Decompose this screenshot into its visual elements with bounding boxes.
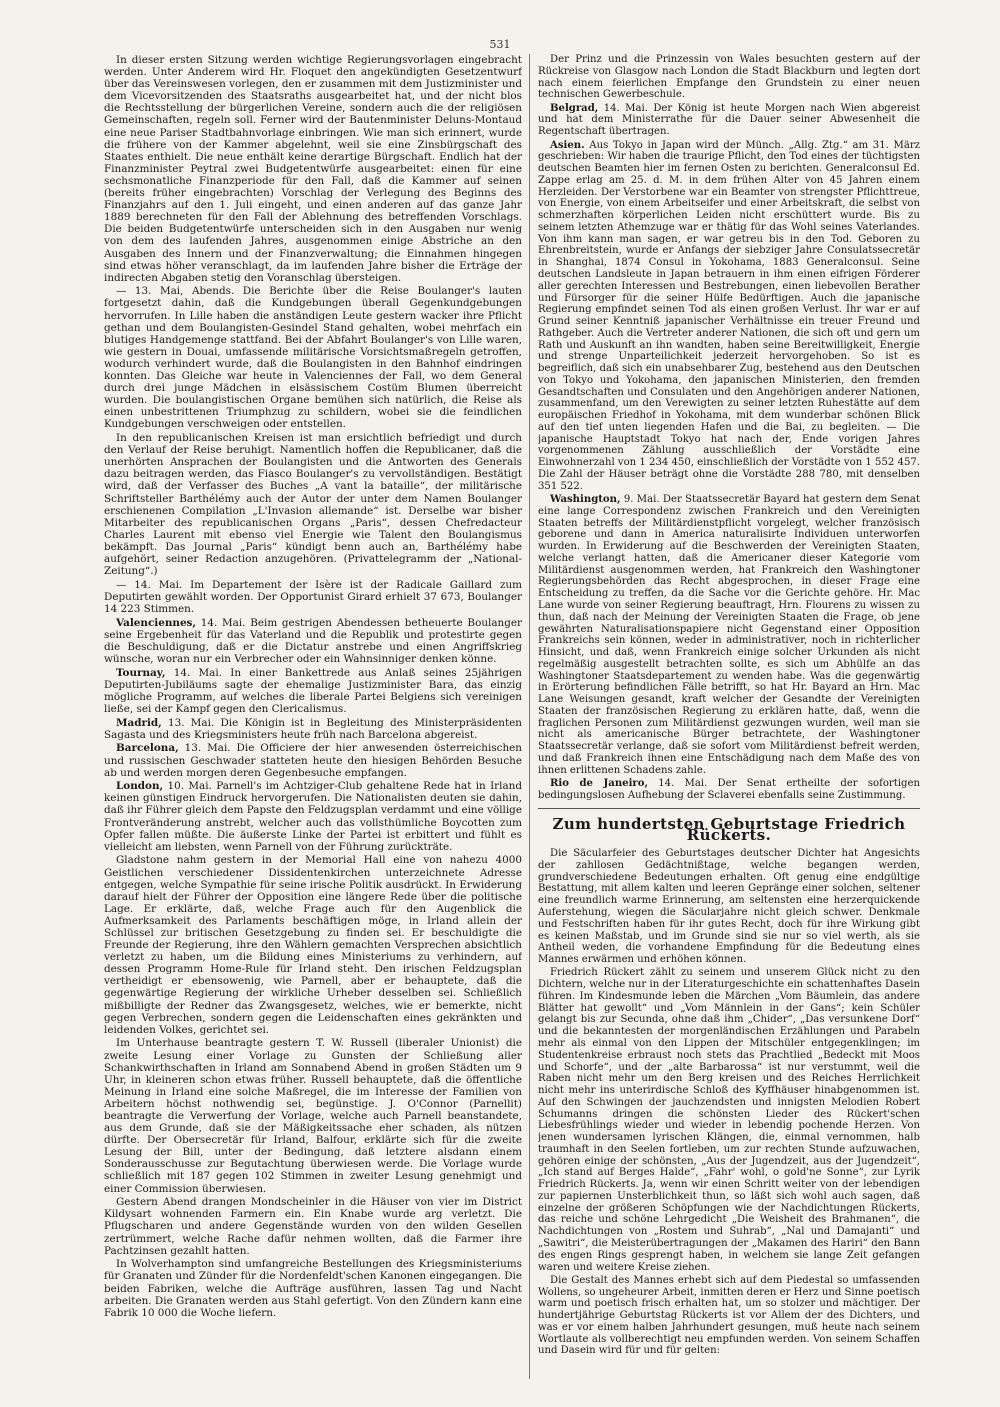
news-text: Im Unterhause beantragte gestern T. W. Russell (liberaler Unionist) die zweite Lesung einer Vorlage zu Gunsten der Schließung aller Schankwirthschaften in Irland am Sonnabend Abend in großen Städten um 9 Uhr, in kleineren schon etwas früher. Russell behauptete, daß die öffentliche Meinung in Irland eine solche Maßregel, die im Interesse der Familien von Arbeitern höchst nothwendig sei, begünstige. J. O'Connor (Parnellit) beantragte die Verwerfung der Vorlage, welche auch Parnell beanstandete, aus dem Grunde, daß sie der Mäßigkeitssache eher schaden, als nützen dürfte. Der Obersecretär für Irland, Balfour, erklärte sich für die zweite Lesung der Bill, unter der Bedingung, daß letztere alsdann einem Sonderausschusse zur Begutachtung überwiesen werde. Die Vorlage wurde schließlich mit 187 gegen 102 Stimmen in zweiter Lesung genehmigt und einer Commission überwiesen. <box>104 1037 522 1195</box>
dateline: Washington, <box>550 494 621 506</box>
dateline: Tournay, <box>116 666 166 679</box>
news-text: — 13. Mai, Abends. Die Berichte über die Reise Boulanger's lauten fortgesetzt dahin, daß die Kundgebungen überall Gegenkundgebungen hervorrufen. In Lille haben die anständigen Leute gestern wacker ihre Pflicht gethan und dem Boulangisten-Gesindel Stand gehalten, wobei mehrfach ein blutiges Handgemenge stattfand. Bei der Abfahrt Boulanger's von Lille waren, wie gestern in Douai, umfassende militärische Vorsichtsmaßregeln getroffen, wodurch verhindert wurde, daß die Boulangisten in den Bahnhof eindringen konnten. Das Gleiche war heute in Valenciennes der Fall, wo dem General durch drei junge Mädchen in elsässischem Costüm Blumen überreicht wurden. Die boulangistischen Organe bemühen sich natürlich, die Reise als einen unbestrittenen Triumphzug zu schildern, wobei sie die feindlichen Kundgebungen verschweigen oder entstellen. <box>104 285 522 431</box>
column-divider <box>529 54 530 1379</box>
feuilleton-paragraph: Die Gestalt des Mannes erhebt sich auf dem Piedestal so umfassenden Wollens, so ungeheurer Arbeit, inmitten deren er Herz und Sinne poetisch warm und poetisch frisch erhalten hat, um so stolzer und mächtiger. Der hundertjährige Geburtstag Rückerts ist vor Allem der des Dichters, und was er vor einem halben Jahrhundert gesungen, muß heute nach seinem Wortlaute als vollberechtigt neu empfunden werden. Von seinem Schaffen und Dasein wird für und für gelten: <box>538 1274 920 1357</box>
news-text: Gladstone nahm gestern in der Memorial Hall eine von nahezu 4000 Geistlichen verschiedener Dissidentenkirchen unterzeichnete Adresse entgegen, welche Sympathie für seine irische Politik ausdrückt. In Erwiderung darauf hielt der Führer der Opposition eine längere Rede über die politische Lage. Er erklärte, daß, welche Frage auch für den Augenblick die Aufmerksamkeit des Parlaments beschäftigen möge, in Irland allein der Schlüssel zur britischen Gesetzgebung zu finden sei. Er beschuldigte die Freunde der Regierung, ihre den Wählern gemachten Versprechen absichtlich verletzt zu haben, um die Bildung eines Ministeriums zu verhindern, auf dessen Programm Home-Rule für Irland steht. Den irischen Feldzugsplan vertheidigt er ebensowenig, wie Parnell, aber er behauptete, daß die gegenwärtige Regierung der wirkliche Urheber desselben sei. Schließlich mißbilligte der Redner das Zwangsgesetz, welches, wie er bemerkte, nicht gegen Verbrechen, sondern gegen die Leidenschaften eines gekränkten und leidenden Volkes, gerichtet sei. <box>104 854 522 1036</box>
dateline: Belgrad, <box>550 102 599 114</box>
news-item <box>104 1196 522 1256</box>
news-text: Gestern Abend drangen Mondscheinler in die Häuser von vier im District Kildysart wohnenden Farmern ein. Ein Knabe wurde arg verletzt. Die Pflugscharen und andere Gegenstände wurden von den wilden Gesellen zertrümmert, welche Rache dafür nehmen wollten, daß die Farmer ihre Pachtzinsen gezahlt hatten. <box>104 1196 522 1257</box>
dateline: Barcelona, <box>116 742 179 755</box>
news-text: 10. Mai. Parnell's im Achtziger-Club gehaltene Rede hat in Irland keinen günstigen Eindruck hervorgerufen. Die Nationalisten deuten sie dahin, daß ihr Führer gleich dem Papste den Feldzugsplan verdammt und eine völlige Frontveränderung anstrebt, welcher auch das vollsthümliche Boycotten zum Opfer fallen müßte. Die äußerste Linke der Partei ist erbittert und fühlt es vielleicht am liebsten, wenn Parnell von der Führung zurückträte. <box>104 780 522 853</box>
news-item <box>104 579 522 615</box>
dateline: London, <box>116 780 164 793</box>
news-text: 9. Mai. Der Staatssecretär Bayard hat gestern dem Senat eine lange Correspondenz zwischen Frankreich und den Vereinigten Staaten betreffs der Militärdienstpflicht vorgelegt, welcher französisch geborene und dann in America naturalisirte Individuen unterworfen wurden. In Erwiderung auf die Beschwerden der Vereinigten Staaten, welche verlangt hatten, daß die Americaner dieser Kategorie vom Militärdienst ausgenommen werden, hat Frankreich den Washingtoner Regierungsbehörden das Recht abgesprochen, in dieser Frage eine Entscheidung zu treffen, da die Sache vor die Gerichte gehöre. Hr. Mac Lane wurde von seiner Regierung beauftragt, Hrn. Flourens zu wissen zu thun, daß nach der Meinung der Vereinigten Staaten die Frage, ob jene gewährten Naturalisationspapiere nicht Gegenstand einer Opposition Frankreichs sein können, weder in administrativer, noch in richterlicher Hinsicht, und daß, wenn Frankreich einige solcher Urkunden als nicht regelmäßig ausgestellt betrachten sollte, es sich um Abhülfe an das Washingtoner Staatsdepartement zu wenden habe. Was die gegenwärtig in Erörterung befindlichen Fälle betrifft, so hat Hr. Bayard an Hrn. Mac Lane Weisungen gesandt, kraft welcher der Gesandte der Vereinigten Staaten der französischen Regierung zu erklären hatte, daß, wenn die fraglichen Personen zum Militärdienst gezwungen wurden, weil man sie nicht als americanische Bürger betrachtete, der Washingtoner Staatssecretär verlange, daß sie sofort vom Militärdienst befreit werden, und daß Frankreich ihnen eine Entschädigung nach dem Maße des von ihnen erlittenen Schadens zahle. <box>538 494 920 776</box>
news-item <box>104 854 522 1035</box>
news-item <box>538 494 920 776</box>
news-text: 14. Mai. Der Senat ertheilte der sofortigen bedingungslosen Aufhebung der Sclaverei ebenfalls seine Zustimmung. <box>538 778 920 801</box>
feuilleton-body <box>538 848 920 1357</box>
news-item <box>104 742 522 778</box>
dateline: Madrid, <box>116 716 162 729</box>
news-text: Aus Tokyo in Japan wird der Münch. „Allg. Ztg.“ am 31. März geschrieben: Wir haben die traurige Pflicht, den Tod eines der tüchtigsten deutschen Beamten hier im fernen Osten zu berichten. Generalconsul Ed. Zappe erlag am 25. d. M. in dem frühen Alter von 45 Jahren einem Herzleiden. Der Verstorbene war ein Beamter von strengster Pflichttreue, von Energie, von einem Arbeitseifer und einer Arbeitskraft, die selbst von schmerzhaften körperlichen Leiden nicht erschüttert wurde. Bis zu seinem letzten Athemzuge war er thätig für das Wohl seines Vaterlandes. Von ihm kann man sagen, er war getreu bis in den Tod. Geboren zu Ehrenbreitstein, wurde er Anfangs der siebziger Jahre Consulatssecretär in Shanghai, 1874 Consul in Yokohama, 1883 Generalconsul. Seine deutschen Landsleute in Japan betrauern in ihm einen eifrigen Förderer aller gerechten Interessen und Bestrebungen, einen liebevollen Berather und Fürsorger für die seiner Hülfe Bedürftigen. Auch die japanische Regierung empfindet seinen Tod als einen großen Verlust. Ihr war er auf Grund seiner Kenntniß japanischer Verhältnisse ein treuer Freund und Rathgeber. Auch die Vertreter anderer Nationen, die sich oft und gern um Rath und Auskunft an ihn wandten, haben seine Bereitwilligkeit, Energie und strenge Unparteilichkeit jederzeit hervorgehoben. So ist es begreiflich, daß sich ein unabsehbarer Zug, bestehend aus den Deutschen von Tokyo und Yokohama, den japanischen Ministerien, den fremden Gesandtschaften und Consulaten und den Angehörigen anderer Nationen, zusammenfand, um den Verewigten zu seiner letzten Ruhestätte auf dem europäischen Friedhof in Yokohama, mit dem wunderbar schönen Blick auf den tief unten liegenden Hafen und die Bai, zu begleiten. — Die japanische Hauptstadt Tokyo hat nach der, Ende vorigen Jahres vorgenommenen Zählung ausschließlich der Vorstädte eine Einwohnerzahl von 1 234 450, einschließlich der Vorstädte von 1 552 457. Die Zahl der Häuser beträgt ohne die Vorstädte 288 780, mit denselben 351 522. <box>538 139 920 492</box>
dateline: Asien. <box>550 139 585 151</box>
news-item <box>104 780 522 853</box>
news-item <box>104 617 522 665</box>
news-item <box>104 1037 522 1194</box>
feuilleton-title: Zum hundertsten Geburtstage Friedrich Rückerts. <box>552 814 906 845</box>
news-item <box>104 717 522 741</box>
dateline: Valenciennes, <box>116 616 197 629</box>
left-column-articles <box>104 54 522 1319</box>
feuilleton-divider <box>538 808 920 809</box>
news-text: 14. Mai. Beim gestrigen Abendessen betheuerte Boulanger seine Ergebenheit für das Vaterland und die Republik und protestirte gegen die Beschuldigung, daß er die Dictatur anstrebe und einen Angriffskrieg wünsche, woran nur ein Verbrecher oder ein Wahnsinniger denken könne. <box>104 616 522 665</box>
news-text: In Wolverhampton sind umfangreiche Bestellungen des Kriegsministeriums für Granaten und Zünder für die Nordenfeldt'schen Kanonen eingegangen. Die beiden Fabriken, welche die Aufträge ausführen, lassen Tag und Nacht arbeiten. Die Granaten werden aus Stahl gefertigt. Von den Zündern kann eine Fabrik 10 000 die Woche liefern. <box>104 1258 522 1319</box>
news-item <box>538 54 920 101</box>
news-item <box>104 54 522 284</box>
news-text: 13. Mai. Die Königin ist in Begleitung des Ministerpräsidenten Sagasta und des Kriegsministers heute früh nach Barcelona abgereist. <box>104 716 522 741</box>
feuilleton-paragraph: Die Säcularfeier des Geburtstages deutscher Dichter hat Angesichts der zahllosen Gedächtnißtage, welche begangen werden, grundverschiedene Bedeutungen erhalten. Oft genug eine endgültige Bestattung, mit allem kalten und leeren Gepränge einer solchen, seltener eine freundlich warme Erinnerung, am seltensten eine herzerquickende Auferstehung, wiegen die Säcularjahre nicht gleich schwer. Denkmale und Festschriften haben für ihr gutes Recht, doch für ihre Wirkung gibt es keinen Maßstab, und im Grunde sind sie nur so viel werth, als sie Antheil weden, die vorhandene Empfindung für die Bedeutung eines Mannes erwärmen und erhöhen können. <box>538 848 920 966</box>
page-number: 531 <box>489 38 511 51</box>
news-text: In den republicanischen Kreisen ist man ersichtlich befriedigt und durch den Verlauf der Reise beruhigt. Namentlich hoffen die Republicaner, daß die unerhörten Ansprachen der Boulangisten und die Antworten des Generals dazu beitragen werden, das Fiasco Boulanger's zu vervollständigen. Bestätigt wird, daß der Verfasser des Buches „A vant la bataille“, der militärische Schriftsteller Barthélémy auch der Autor der unter dem Namen Boulanger erschienenen Compilation „L'Invasion allemande“ ist. Derselbe war bisher Mitarbeiter des republicanischen Organs „Paris“, dessen Chefredacteur Charles Laurent mit ebenso viel Energie wie Talent den Boulangismus bekämpft. Das Journal „Paris“ kündigt benn auch an, Barthélémy habe aufgehört, seiner Redaction anzugehören. (Privattelegramm der „National-Zeitung“.) <box>104 432 522 578</box>
left-column <box>104 54 522 1379</box>
news-item <box>104 432 522 577</box>
news-text: 14. Mai. Der König ist heute Morgen nach Wien abgereist und hat dem Ministerrathe für die Dauer seiner Abwesenheit die Regentschaft übertragen. <box>538 102 920 138</box>
news-text: 13. Mai. Die Officiere der hier anwesenden österreichischen und russischen Geschwader statteten heute den hiesigen Behörden Besuche ab und werden morgen deren Gegenbesuche empfangen. <box>104 742 522 779</box>
right-column-articles <box>538 54 920 802</box>
news-item <box>538 140 920 493</box>
news-item <box>104 667 522 715</box>
news-item <box>104 1258 522 1318</box>
news-text: In dieser ersten Sitzung werden wichtige Regierungsvorlagen eingebracht werden. Unter Anderem wird Hr. Floquet den angekündigten Gesetzentwurf über das Vereinswesen vorlegen, den er zusammen mit dem Justizminister und dem Vicevorsitzenden des Staatsraths ausgearbeitet hat, und der nicht blos die Rechtsstellung der bürgerlichen Vereine, sondern auch die der religiösen Gemeinschaften, regeln soll. Ferner wird der Bautenminister Deluns-Montaud eine neue Pariser Stadtbahnvorlage einbringen. Wie man sich erinnert, wurde die frühere von der Kammer abgelehnt, weil sie eine Zinsbürgschaft des Staates enthielt. Die neue enthält keine derartige Bürgschaft. Endlich hat der Finanzminister Peytral zwei Budgetentwürfe ausgearbeitet: einen für eine sechsmonatliche Finanzperiode für den Fall, daß die Kammer auf seinen (bereits früher eingebrachten) Vorschlag der Verlegung des Beginns des Finanzjahrs auf den 1. Juli eingeht, und einen anderen auf das ganze Jahr 1889 berechneten für den Fall der Ablehnung des betreffenden Vorschlags. Die beiden Budgetentwürfe unterscheiden sich in den Ausgaben nur wenig von dem des laufenden Jahres, ausgenommen einige Abstriche an den Ausgaben des Innern und der Finanzverwaltung; die Einnahmen hingegen sind etwas höher veranschlagt, da im laufenden Jahre bisher die Erträge der indirecten Abgaben stetig den Voranschlag übersteigen. <box>104 54 522 284</box>
news-item <box>104 285 522 430</box>
news-item <box>538 103 920 138</box>
news-text: Der Prinz und die Prinzessin von Wales besuchten gestern auf der Rückreise von Glasgow nach London die Stadt Blackburn und legten dort nach einem feierlichen Empfange den Grundstein zu einer neuen technischen Gewerbeschule. <box>538 54 920 101</box>
feuilleton-paragraph: Friedrich Rückert zählt zu seinem und unserem Glück nicht zu den Dichtern, welche nur in der Literaturgeschichte ein schattenhaftes Dasein führen. Im Kindesmunde leben die Märchen „Vom Bäumlein, das andere Blätter hat gewollt“ und „Vom Männlein in der Gans“; kein Schüler gelangt bis zur Secunda, ohne daß ihm „Chider“, „Das versunkene Dorf“ und die bekanntesten der morgenländischen Erzählungen und Parabeln mehr als einmal von den Lippen der Mitschüler entgegenklingen; im Studentenkreise erbraust noch stets das Prachtlied „Bedeckt mit Moos und Schorfe“, und der „alte Barbarossa“ ist nur verstummt, weil die Raben nicht mehr um den Berg kreisen und des Reiches Herrlichkeit nicht mehr ins unterirdische Schloß des Kyffhäuser hinabgenommen ist. Auf den Schwingen der jauchzendsten und innigsten Melodien Robert Schumanns dringen die schönsten Lieder des Rückert'schen Liebesfrühlings wieder und wieder in lebendig pochende Herzen. Von jenen wundersamen lyrischen Klängen, die, einmal vernommen, halb traumhaft in den Seelen fortleben, um zur rechten Stunde aufzuwachen, gehören einige der schönsten, „Aus der Jugendzeit, aus der Jugendzeit“, „Ich stand auf Berges Halde“, „Fahr' wohl, o gold'ne Sonne“, zur Lyrik Friedrich Rückerts. Ja, wenn wir einen Schritt weiter von der lebendigen zur papiernen Unsterblichkeit thun, so läßt sich wohl auch sagen, daß einzelne der größeren Schöpfungen wie der Nachdichtungen Rückerts, das reiche und schöne Lehrgedicht „Die Weisheit des Brahmanen“, die Nachdichtungen von „Rostem und Suhrab“, „Nal und Damajanti“ und „Sawitri“, die Meisterübertragungen der „Makamen des Hariri“ den Bann des engen Rings gesprengt haben, in welchem sie lange Zeit gefangen waren und weitere Kreise ziehen. <box>538 967 920 1273</box>
dateline: Rio de Janeiro, <box>550 778 648 790</box>
right-column <box>538 54 920 1379</box>
news-text: 14. Mai. In einer Bankettrede aus Anlaß seines 25jährigen Deputirten-Jubiläums sagte der ehemalige Justizminister Bara, das einzig mögliche Programm, auf welches die liberale Partei Belgiens sich vereinigen ließe, sei der Kampf gegen den Clericalismus. <box>104 666 522 715</box>
news-item <box>538 778 920 802</box>
news-text: — 14. Mai. Im Departement der Isère ist der Radicale Gaillard zum Deputirten gewählt worden. Der Opportunist Girard erhielt 37 673, Boulanger 14 223 Stimmen. <box>104 578 522 615</box>
